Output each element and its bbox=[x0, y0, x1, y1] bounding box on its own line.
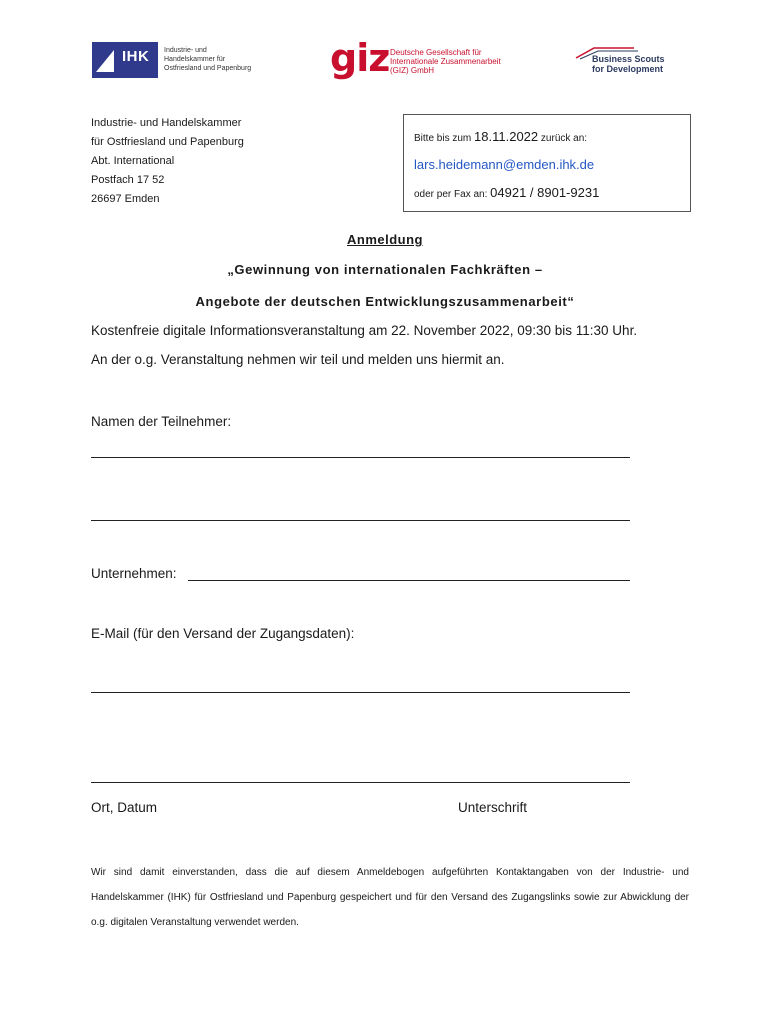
participants-field-1[interactable] bbox=[91, 457, 630, 458]
event-title-line2: Angebote der deutschen Entwicklungszusammenarbeit“ bbox=[195, 294, 575, 309]
participants-field-2[interactable] bbox=[91, 520, 630, 521]
company-label: Unternehmen: bbox=[91, 566, 177, 581]
consent-text: Wir sind damit einverstanden, dass die auf diesem Anmeldebogen aufgeführten Kontaktangaben von der Industrie- und Handelskammer (IHK) für Ostfriesland und Papenburg gespeichert und für den Versand des Zugangslinks sowie zur Abwicklung der o.g. digitalen Veranstaltung verwendet werden. bbox=[91, 867, 689, 928]
company-field[interactable] bbox=[188, 580, 630, 581]
business-scouts-line2: for Development bbox=[592, 64, 664, 74]
ihk-logo-text: IHK bbox=[122, 48, 150, 65]
fax-line bbox=[414, 185, 599, 200]
deadline-suffix: zurück an: bbox=[540, 133, 588, 144]
recipient-address bbox=[91, 114, 244, 209]
event-title-line1: „Gewinnung von internationalen Fachkräften – bbox=[227, 262, 543, 277]
business-scouts-line1: Business Scouts bbox=[592, 54, 665, 64]
reply-info-box bbox=[403, 114, 691, 212]
ihk-logo-subline: Industrie- und Handelskammer für Ostfriesland und Papenburg bbox=[164, 47, 252, 72]
fax-prefix: oder per Fax an: bbox=[414, 189, 488, 200]
form-heading: Anmeldung bbox=[347, 232, 423, 247]
business-scouts-logo-text bbox=[592, 54, 665, 74]
registration-statement: An der o.g. Veranstaltung nehmen wir teil und melden uns hiermit an. bbox=[91, 352, 505, 367]
ihk-arrow-icon bbox=[92, 42, 122, 78]
address-line: Abt. International bbox=[91, 155, 175, 167]
address-line: 26697 Emden bbox=[91, 193, 160, 205]
address-line: für Ostfriesland und Papenburg bbox=[91, 136, 244, 148]
ihk-logo bbox=[92, 42, 252, 80]
email-field-2[interactable] bbox=[91, 782, 630, 783]
address-line: Industrie- und Handelskammer bbox=[91, 117, 242, 129]
email-field-1[interactable] bbox=[91, 692, 630, 693]
reply-email-link[interactable]: lars.heidemann@emden.ihk.de bbox=[414, 157, 595, 172]
giz-logo-subline: Deutsche Gesellschaft für Internationale Zusammenarbeit (GIZ) GmbH bbox=[390, 48, 501, 75]
event-description: Kostenfreie digitale Informationsveranstaltung am 22. November 2022, 09:30 bis 11:30 Uhr. bbox=[91, 323, 638, 338]
signature-label: Unterschrift bbox=[458, 800, 528, 815]
participants-label: Namen der Teilnehmer: bbox=[91, 414, 232, 429]
email-label: E-Mail (für den Versand der Zugangsdaten): bbox=[91, 626, 355, 641]
deadline-prefix: Bitte bis zum bbox=[414, 133, 472, 144]
address-line: Postfach 17 52 bbox=[91, 174, 165, 186]
fax-number: 04921 / 8901-9231 bbox=[490, 185, 600, 200]
giz-logo-text: giz bbox=[330, 36, 390, 80]
deadline-line bbox=[414, 129, 587, 144]
giz-logo bbox=[330, 36, 505, 82]
place-date-label: Ort, Datum bbox=[91, 800, 158, 815]
deadline-date: 18.11.2022 bbox=[474, 129, 539, 144]
business-scouts-logo bbox=[574, 46, 674, 76]
